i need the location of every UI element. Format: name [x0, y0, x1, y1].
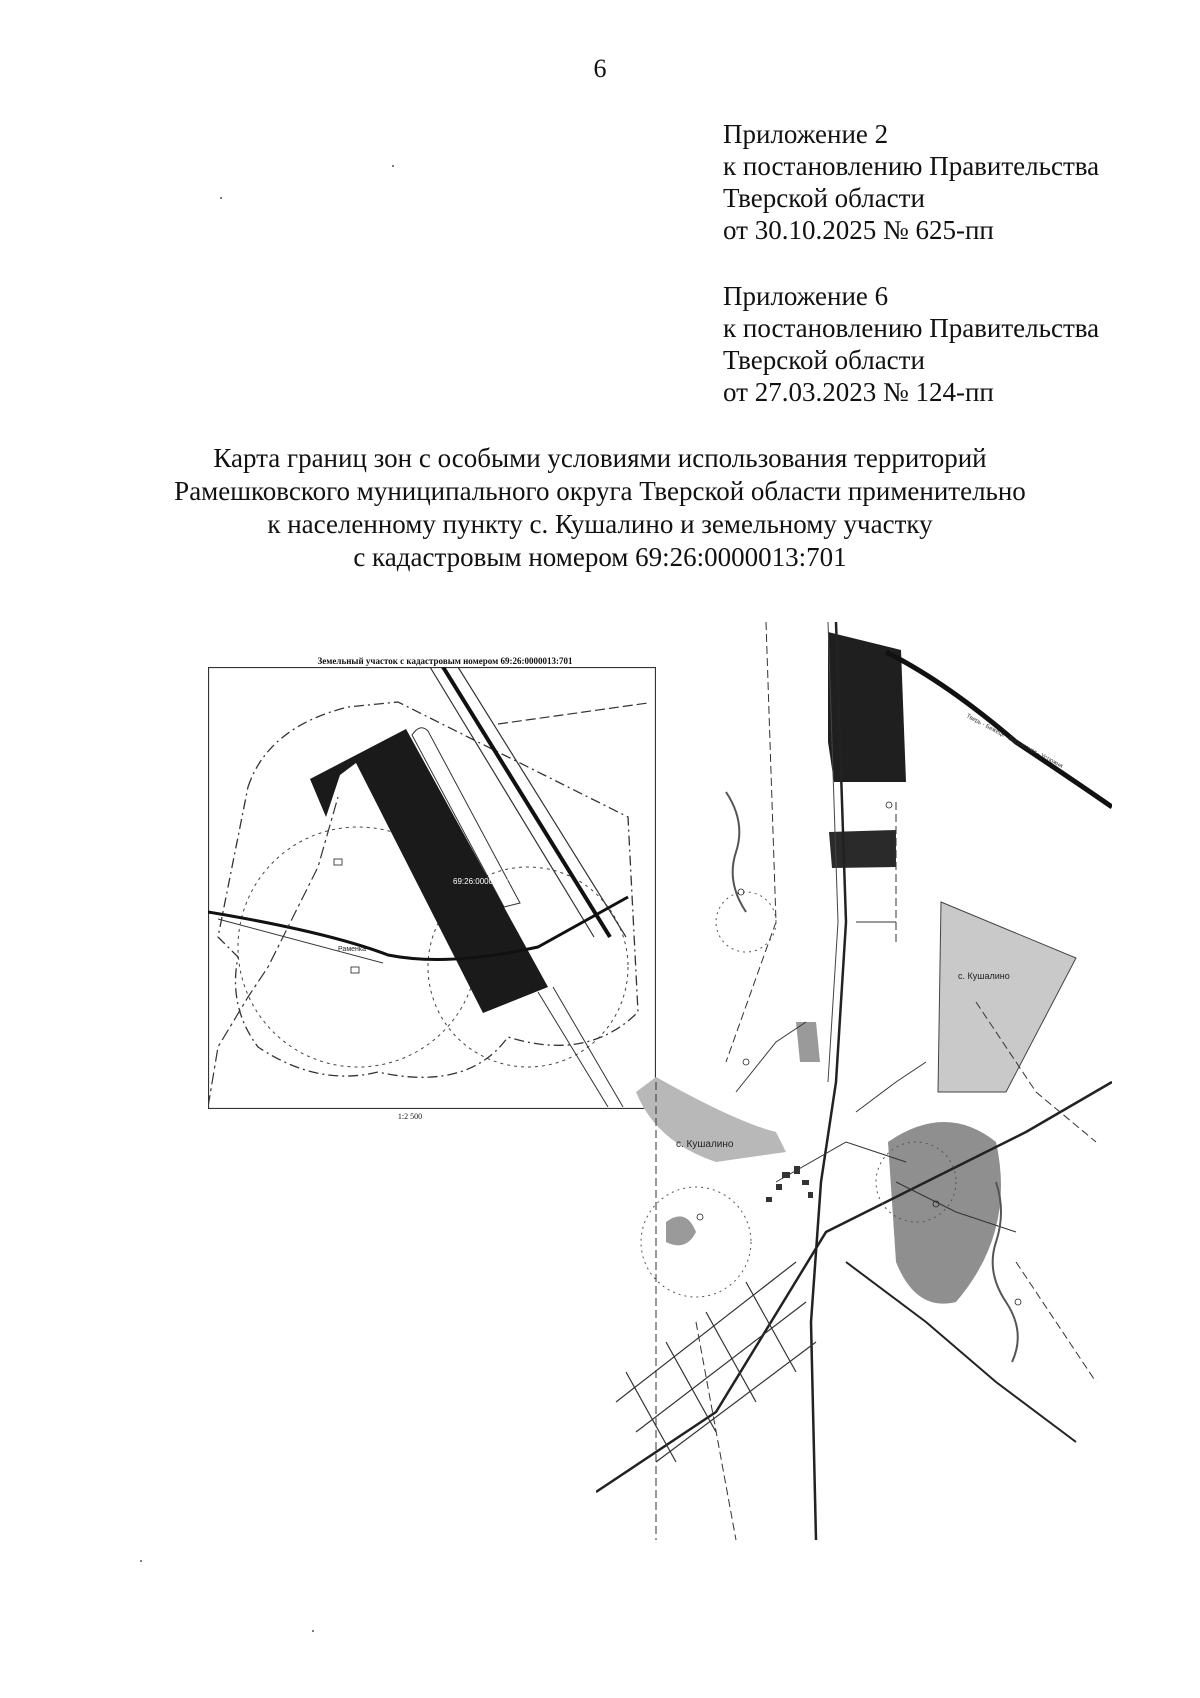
title-line: с кадастровым номером 69:26:0000013:701: [353, 542, 847, 572]
title-line: к населенному пункту с. Кушалино и земельному участку: [267, 509, 933, 539]
scan-speck: [312, 1630, 314, 1632]
title-line: Карта границ зон с особыми условиями использования территорий: [213, 443, 987, 473]
appendix-original-line: Приложение 6: [723, 281, 889, 311]
appendix-current-line: Приложение 2: [723, 119, 889, 149]
place-label: Раменка: [338, 946, 367, 953]
inset-map-scale: 1:2 500: [397, 1112, 423, 1121]
road-label: Тверь - Бежецк - Весьегонск - Устюжна: [965, 713, 1064, 770]
special-zone-polygon: [938, 902, 1076, 1092]
scan-speck: [140, 1560, 142, 1562]
scan-speck: [220, 197, 222, 199]
appendix-original-line: Тверской области: [723, 345, 925, 375]
scan-speck: [392, 165, 394, 167]
appendix-current-header: [723, 118, 1163, 246]
settlement-buildings: [766, 1166, 813, 1202]
settlement-label: с. Кушалино: [676, 1139, 734, 1150]
document-title: [120, 442, 1080, 574]
page-number: 6: [593, 54, 607, 83]
appendix-original-line: от 27.03.2023 № 124-пп: [723, 377, 994, 407]
parcel-label: 69:26:0000013:701: [453, 877, 522, 886]
title-line: Рамешковского муниципального округа Тверской области применительно: [174, 476, 1026, 506]
wetland-patch: [888, 1122, 1001, 1304]
appendix-current-line: Тверской области: [723, 183, 925, 213]
settlement-label: с. Кушалино: [958, 971, 1010, 981]
inset-map: [208, 667, 656, 1109]
diagonal-road: [596, 1082, 1112, 1492]
appendix-current-line: к постановлению Правительства: [723, 151, 1100, 181]
inset-map-caption: Земельный участок с кадастровым номером 69:26:0000013:701: [317, 656, 573, 666]
appendix-original-header: [723, 280, 1163, 408]
forest-patch: [829, 830, 896, 868]
appendix-current-line: от 30.10.2025 № 625-пп: [723, 215, 994, 245]
main-map: [596, 622, 1112, 1540]
appendix-original-line: к постановлению Правительства: [723, 313, 1100, 343]
